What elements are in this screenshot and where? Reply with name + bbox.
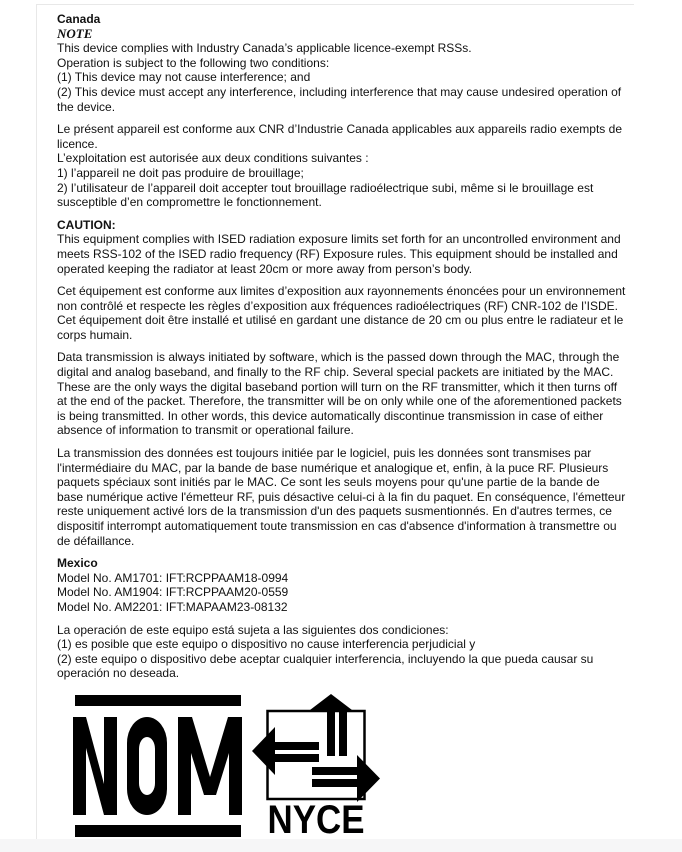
note-label: NOTE [57, 25, 93, 41]
mexico-condition-line: La operación de este equipo está sujeta a las siguientes dos condiciones: [57, 622, 449, 637]
canada-fr-line: Le présent appareil est conforme aux CNR d’Industrie Canada applicables aux appareils radio exempts de licence. [57, 122, 622, 151]
certification-logos [73, 695, 628, 837]
mexico-condition-line: (1) es posible que este equipo o dispositivo no cause interferencia perjudicial y [57, 637, 476, 652]
data-transmission-paragraph-fr: La transmission des données est toujours initiée par le logiciel, puis les données sont transmises par l'intermédiaire du MAC, par la bande de base numérique et analogique et, enfin, à la puce RF. Plusieurs paquets spéciaux sont initiés par le MAC. Ce sont les seuls moyens pour qu'une partie de la bande de base numérique active l'émetteur RF, puis désactive celui-ci à la fin du paquet. En conséquence, l'émetteur reste uniquement activé lors de la transmission d'un des paquets susmentionnés. En d'autres termes, ce dispositif interrompt automatiquement toute transmission en cas d'absence d'information à transmettre ou de défaillance. [57, 446, 626, 548]
nyce-logo [252, 694, 380, 835]
canada-fr-line: 1) l’appareil ne doit pas produire de brouillage; [57, 165, 304, 180]
document-page [57, 12, 628, 837]
page-border-top [36, 4, 634, 5]
canada-section [57, 12, 628, 114]
canada-section-fr [57, 122, 628, 210]
page-border-left [36, 4, 37, 839]
nom-letter-o-counter [139, 737, 155, 795]
nom-top-bar [75, 695, 241, 706]
nom-letter-n [73, 717, 117, 815]
nom-bottom-bar [75, 825, 241, 837]
page-bottom-band [0, 839, 682, 852]
caution-paragraph-fr: Cet équipement est conforme aux limites d’exposition aux rayonnements énoncées pour un environnement non contrôlé et respecte les règles d’exposition aux fréquences radioélectriques (RF) CNR-102 de l’ISDE. Cet équipement doit être installé et utilisé en gardant une distance de 20 cm ou plus entre le radiateur et le corps humain. [57, 284, 626, 342]
canada-line: (1) This device may not cause interference; and [57, 70, 311, 85]
mexico-condition-line: (2) este equipo o dispositivo debe aceptar cualquier interferencia, incluyendo la que pueda causar su operación no deseada. [57, 651, 594, 681]
canada-fr-line: L’exploitation est autorisée aux deux conditions suivantes : [57, 151, 369, 166]
canada-heading: Canada [57, 12, 101, 26]
mexico-conditions [57, 623, 628, 681]
model-number-line: Model No. AM2201: IFT:MAPAAM23-08132 [57, 599, 288, 614]
nyce-left-arrow-icon [252, 727, 319, 775]
nom-letter-m [178, 717, 242, 815]
caution-section [57, 218, 628, 276]
data-transmission-paragraph-en: Data transmission is always initiated by software, which is the passed down through the MAC, through the digital and analog baseband, and finally to the RF chip. Several special packets are initiated by the MAC. These are the only ways the digital baseband portion will turn on the RF transmitter, which it then turns off at the end of the packet. Therefore, the transmitter will be on only while one of the aforementioned packets is being transmitted. In other words, this device automatically discontinue transmission in case of either absence of information to transmit or operational failure. [57, 350, 622, 438]
caution-paragraph-en: This equipment complies with ISED radiation exposure limits set forth for an uncontrolled environment and meets RSS-102 of the ISED radio frequency (RF) Exposure rules. This equipment should be installed and operated keeping the radiator at least 20cm or more away from person’s body. [57, 232, 621, 276]
nyce-right-arrow-icon [312, 755, 380, 802]
nom-logo [73, 695, 243, 837]
nyce-wordmark: NYCE [267, 797, 365, 835]
data-transmission-section-fr [57, 446, 628, 548]
mexico-section [57, 556, 628, 614]
caution-heading: CAUTION: [57, 217, 116, 232]
canada-line: Operation is subject to the following two conditions: [57, 55, 330, 70]
data-transmission-section [57, 350, 628, 438]
model-number-line: Model No. AM1701: IFT:RCPPAAM18-0994 [57, 570, 289, 585]
canada-fr-line: 2) l’utilisateur de l’appareil doit accepter tout brouillage radioélectrique subi, même si le brouillage est susceptible d’en compromettre le fonctionnement. [57, 180, 594, 210]
canada-line: (2) This device must accept any interference, including interference that may cause undesired operation of the device. [57, 84, 622, 114]
model-number-line: Model No. AM1904: IFT:RCPPAAM20-0559 [57, 585, 289, 600]
mexico-heading: Mexico [57, 556, 98, 571]
canada-line: This device complies with Industry Canada’s applicable licence-exempt RSSs. [57, 41, 472, 56]
caution-section-fr [57, 284, 628, 342]
